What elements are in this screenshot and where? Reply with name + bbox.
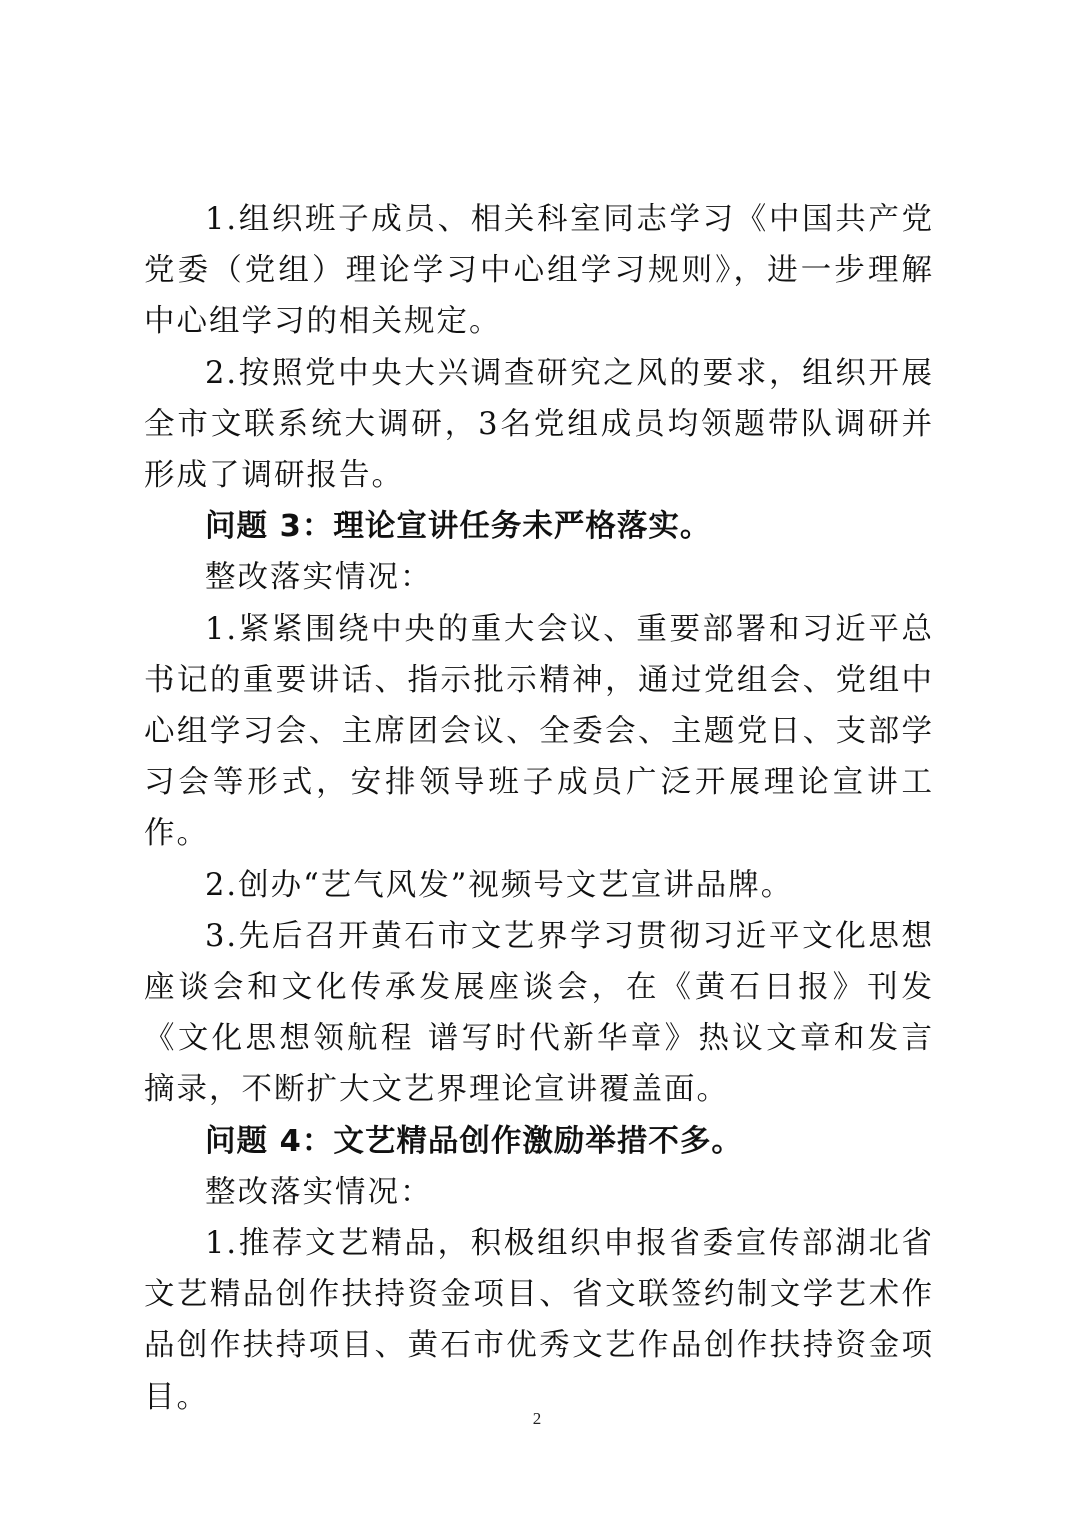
paragraph-rectification-label: 整改落实情况： — [205, 560, 433, 596]
paragraph-theory-lectures: 1.紧紧围绕中央的重大会议、重要部署和习近平总书记的重要讲话、指示批示精神，通过党组会、党组中心组学习会、主席团会议、全委会、主题党日、支部学习会等形式，安排领导班子成员广泛开展理论宣讲工作。 — [144, 611, 934, 852]
paragraph-study-rules: 1.组织班子成员、相关科室同志学习《中国共产党党委（党组）理论学习中心组学习规则》，进一步理解中心组学习的相关规定。 — [144, 202, 934, 340]
paragraph-video-brand: 2.创办“艺气风发”视频号文艺宣讲品牌。 — [205, 867, 794, 903]
heading-problem-3: 问题 3：理论宣讲任务未严格落实。 — [205, 509, 712, 545]
paragraph-recommend-works: 1.推荐文艺精品，积极组织申报省委宣传部湖北省文艺精品创作扶持资金项目、省文联签约制文学艺术作品创作扶持项目、黄石市优秀文艺作品创作扶持资金项目。 — [144, 1226, 934, 1415]
paragraph-rectification-label-2: 整改落实情况： — [205, 1174, 433, 1210]
heading-problem-4: 问题 4：文艺精品创作激励举措不多。 — [205, 1123, 743, 1159]
paragraph-research: 2.按照党中央大兴调查研究之风的要求，组织开展全市文联系统大调研，3名党组成员均领题带队调研并形成了调研报告。 — [144, 355, 934, 494]
paragraph-symposiums: 3.先后召开黄石市文艺界学习贯彻习近平文化思想座谈会和文化传承发展座谈会，在《黄石日报》刊发《文化思想领航程 谱写时代新华章》热议文章和发言摘录，不断扩大文艺界理论宣讲覆盖面。 — [144, 918, 934, 1108]
document-body — [144, 194, 934, 1423]
page-number: 2 — [532, 1409, 542, 1428]
